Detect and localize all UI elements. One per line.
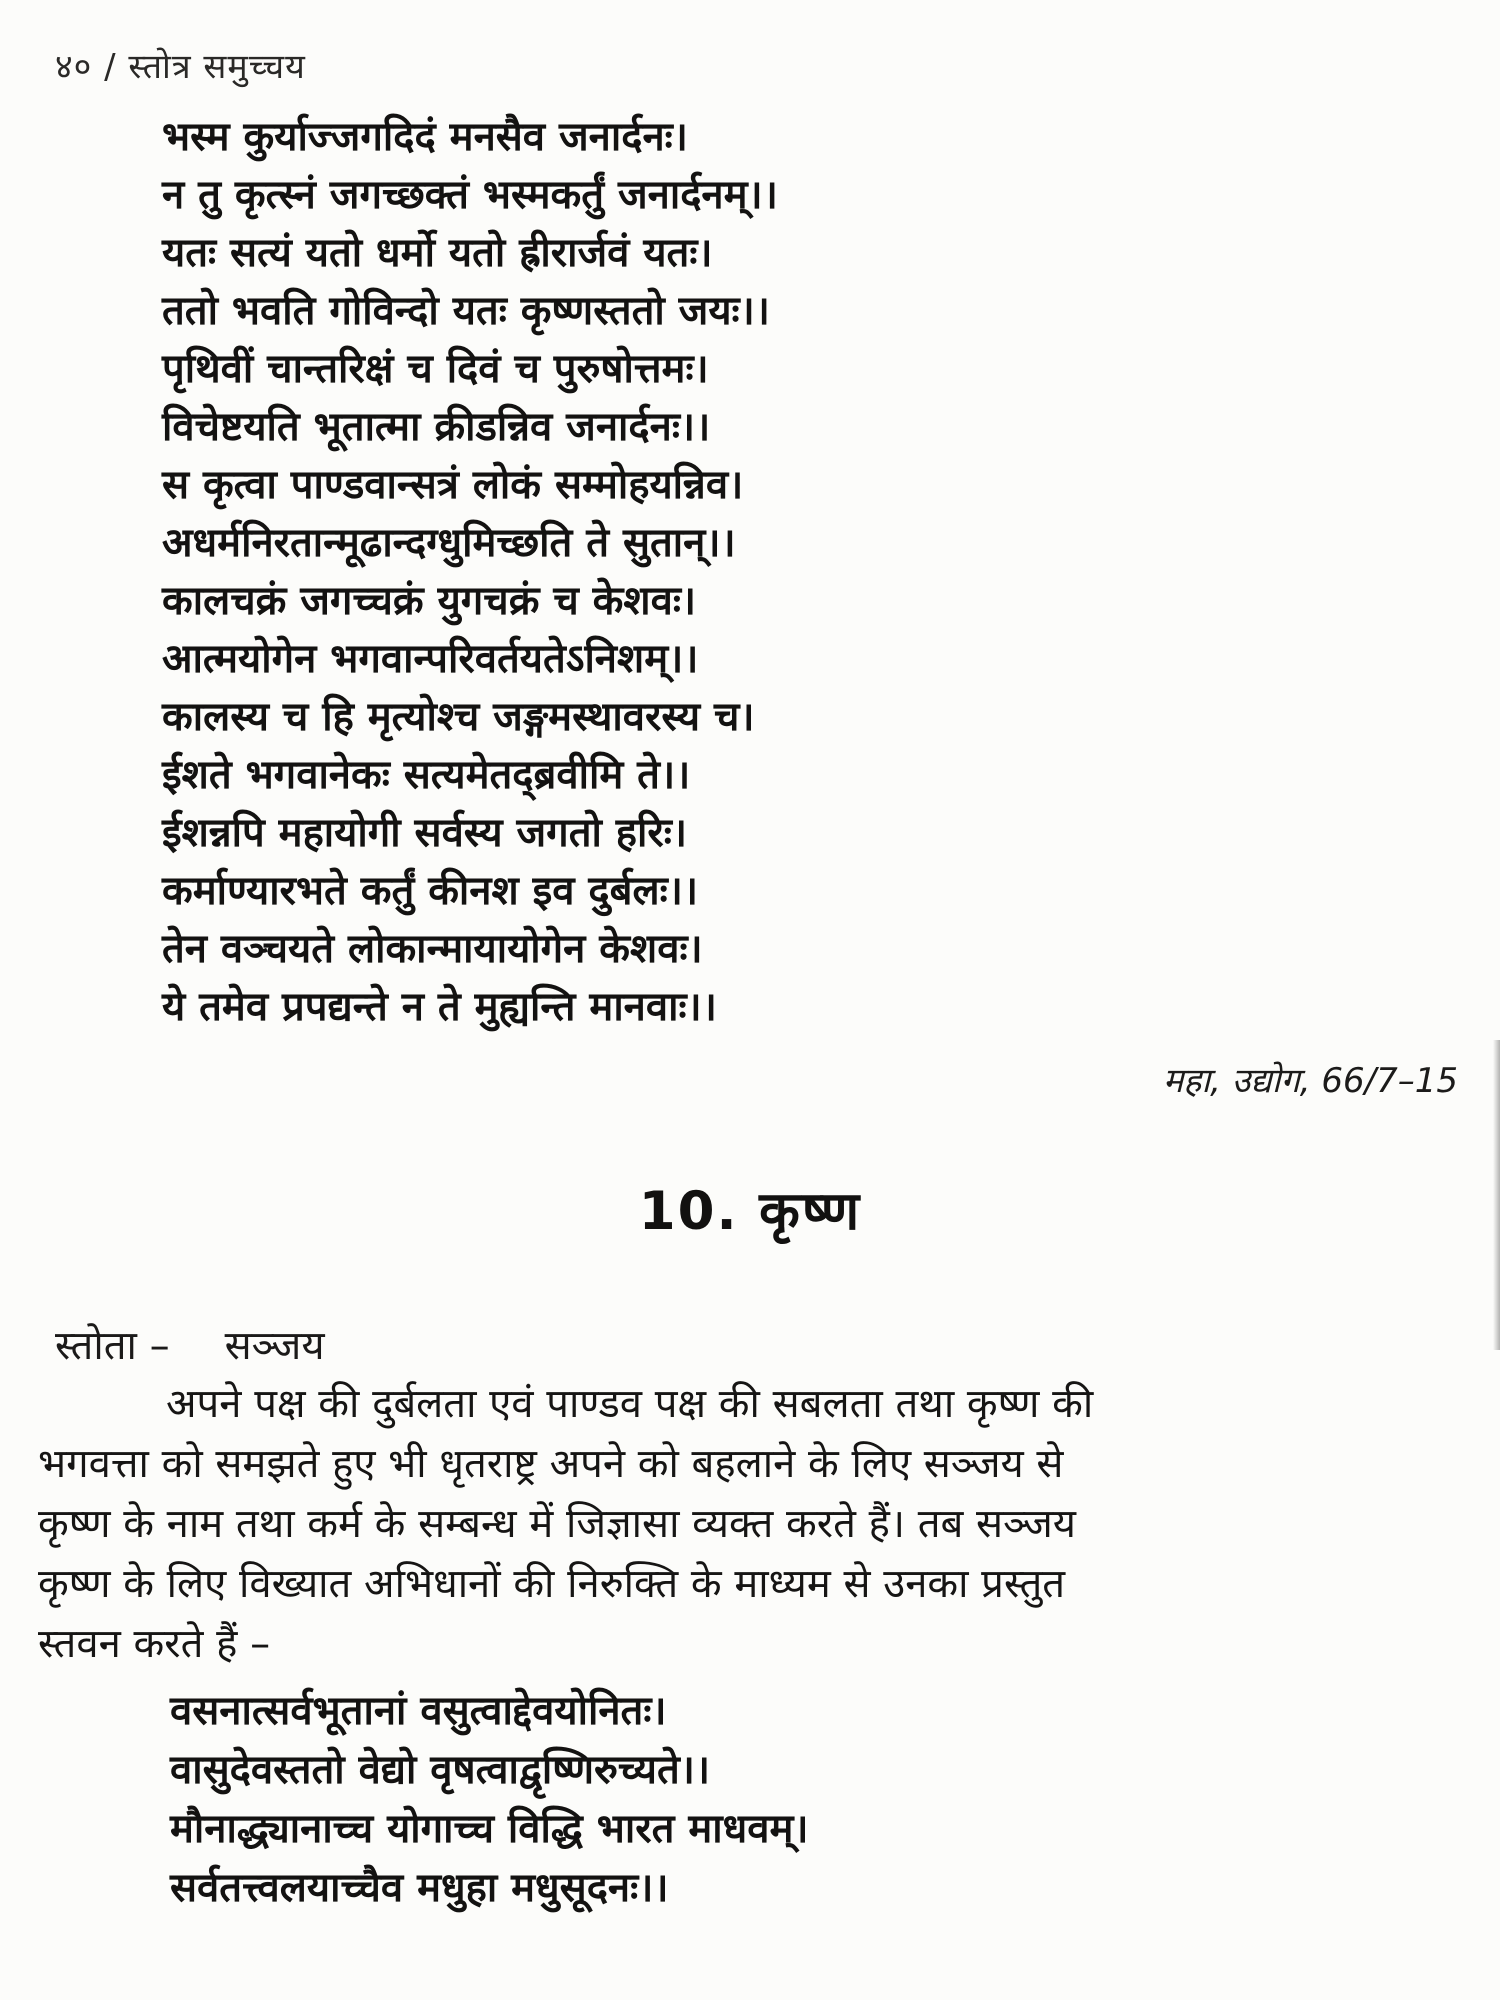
verse-line: ततो भवति गोविन्दो यतः कृष्णस्ततो जयः।। bbox=[162, 288, 770, 334]
section-heading: 10. कृष्ण bbox=[638, 1181, 862, 1242]
verse-line: मौनाद्ध्यानाच्च योगाच्च विद्धि भारत माधवम्। bbox=[170, 1806, 809, 1852]
verse-line: ईशन्नपि महायोगी सर्वस्य जगतो हरिः। bbox=[162, 810, 687, 856]
speaker-name: सञ्जय bbox=[224, 1323, 325, 1369]
verse-line: यतः सत्यं यतो धर्मो यतो ह्रीरार्जवं यतः। bbox=[162, 230, 713, 276]
paragraph-line: कृष्ण के नाम तथा कर्म के सम्बन्ध में जिज्ञासा व्यक्त करते हैं। तब सञ्जय bbox=[38, 1501, 1076, 1547]
sanskrit-verse-block-1 bbox=[162, 108, 778, 1036]
verse-line: कर्माण्यारभते कर्तुं कीनश इव दुर्बलः।। bbox=[162, 868, 699, 914]
verse-line: ईशते भगवानेकः सत्यमेतद्ब्रवीमि ते।। bbox=[162, 752, 691, 798]
intro-paragraph bbox=[38, 1374, 1478, 1674]
verse-line: न तु कृत्स्नं जगच्छक्तं भस्मकर्तुं जनार्दनम्।। bbox=[162, 172, 778, 218]
speaker-label: स्तोता – bbox=[55, 1323, 170, 1369]
verse-line: स कृत्वा पाण्डवान्सत्रं लोकं सम्मोहयन्निव। bbox=[162, 462, 744, 508]
verse-line: विचेष्टयति भूतात्मा क्रीडन्निव जनार्दनः।। bbox=[162, 404, 711, 450]
paragraph-line: स्तवन करते हैं – bbox=[38, 1621, 271, 1667]
verse-line: सर्वतत्त्वलयाच्चैव मधुहा मधुसूदनः।। bbox=[170, 1865, 669, 1911]
paragraph-line: कृष्ण के लिए विख्यात अभिधानों की निरुक्ति के माध्यम से उनका प्रस्तुत bbox=[38, 1561, 1066, 1607]
verse-line: तेन वञ्चयते लोकान्मायायोगेन केशवः। bbox=[162, 926, 703, 972]
verse-citation: महा, उद्योग, 66/7–15 bbox=[1162, 1061, 1458, 1101]
verse-line: वासुदेवस्ततो वेद्यो वृषत्वाद्वृष्णिरुच्यते।। bbox=[170, 1747, 711, 1793]
verse-line: पृथिवीं चान्तरिक्षं च दिवं च पुरुषोत्तमः। bbox=[162, 346, 709, 392]
scan-edge-artifact bbox=[1493, 1040, 1500, 1350]
verse-line: अधर्मनिरतान्मूढान्दग्धुमिच्छति ते सुतान्।। bbox=[162, 520, 736, 566]
verse-line: ये तमेव प्रपद्यन्ते न ते मुह्यन्ति मानवाः।। bbox=[162, 984, 717, 1030]
sanskrit-verse-block-2 bbox=[170, 1682, 809, 1918]
verse-line: कालचक्रं जगच्चक्रं युगचक्रं च केशवः। bbox=[162, 578, 697, 624]
paragraph-line: भगवत्ता को समझते हुए भी धृतराष्ट्र अपने को बहलाने के लिए सञ्जय से bbox=[38, 1441, 1064, 1487]
speaker-row bbox=[55, 1316, 325, 1371]
paragraph-line: अपने पक्ष की दुर्बलता एवं पाण्डव पक्ष की सबलता तथा कृष्ण की bbox=[166, 1381, 1094, 1427]
verse-line: कालस्य च हि मृत्योश्च जङ्गमस्थावरस्य च। bbox=[162, 694, 755, 740]
verse-line: आत्मयोगेन भगवान्परिवर्तयतेऽनिशम्।। bbox=[162, 636, 699, 682]
verse-line: भस्म कुर्याज्जगदिदं मनसैव जनार्दनः। bbox=[162, 114, 688, 160]
running-header: ४० / स्तोत्र समुच्चय bbox=[55, 47, 306, 87]
verse-line: वसनात्सर्वभूतानां वसुत्वाद्देवयोनितः। bbox=[170, 1688, 667, 1734]
